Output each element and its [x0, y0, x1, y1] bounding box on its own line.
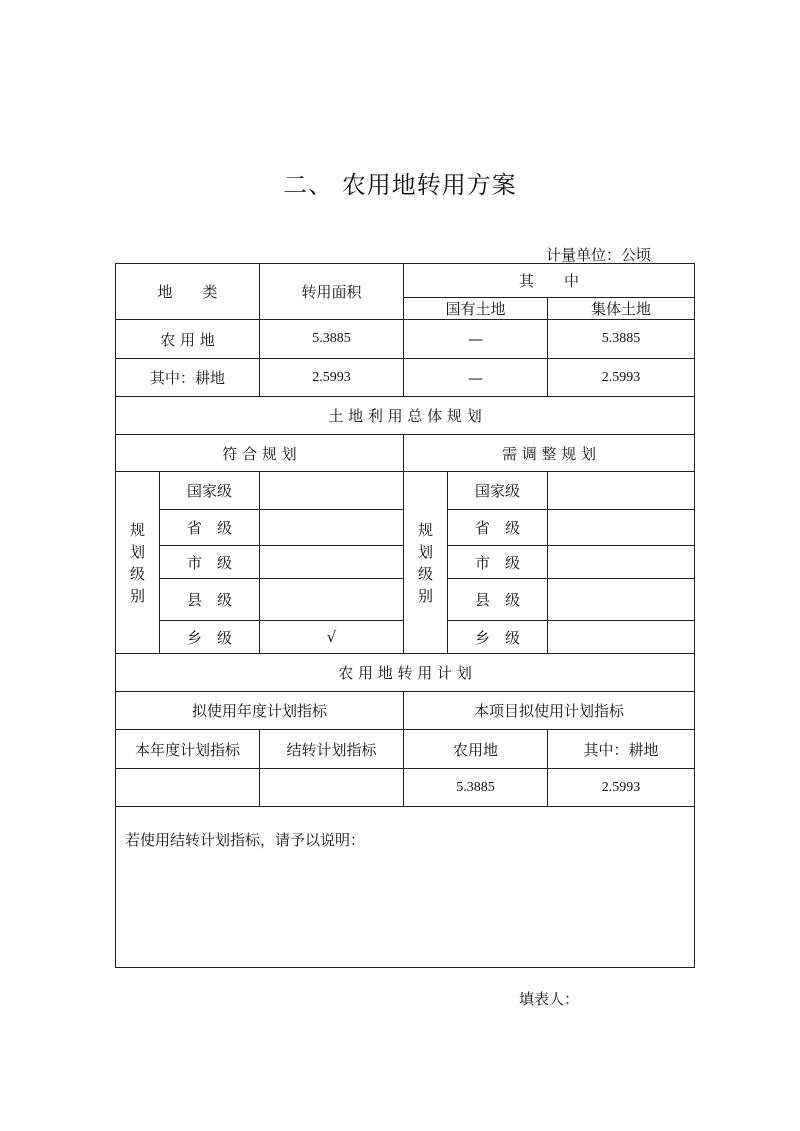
level-county-left: 县 级: [160, 579, 260, 621]
mark-province-left: [260, 510, 404, 546]
mark-county-left: [260, 579, 404, 621]
measurement-unit: 计量单位：公顷: [546, 246, 652, 264]
level-city-right: 市 级: [448, 546, 548, 579]
level-national-right: 国家级: [448, 472, 548, 510]
arable-quota-header: 其中：耕地: [548, 730, 695, 769]
conforms-plan-header: 符 合 规 划: [116, 435, 404, 472]
carryover-quota-header: 结转计划指标: [260, 730, 404, 769]
header-collective-land: 集体土地: [548, 298, 695, 320]
row-label-arable: 其中：耕地: [116, 359, 260, 397]
cell-farmland-area: 5.3885: [260, 320, 404, 359]
mark-county-right: [548, 579, 695, 621]
cell-arable-area: 2.5993: [260, 359, 404, 397]
section-overall-plan: 土 地 利 用 总 体 规 划: [116, 397, 695, 435]
plan-level-text-left: 规 划 级 别: [129, 520, 145, 605]
mark-city-right: [548, 546, 695, 579]
farmland-quota-header: 农用地: [404, 730, 548, 769]
plan-level-label-right: [404, 472, 448, 654]
cell-farmland-collective: 5.3885: [548, 320, 695, 359]
level-township-left: 乡 级: [160, 621, 260, 654]
plan-level-label-left: [116, 472, 160, 654]
header-area: 转用面积: [260, 264, 404, 320]
mark-national-right: [548, 472, 695, 510]
header-land-type: 地 类: [116, 264, 260, 320]
level-township-right: 乡 级: [448, 621, 548, 654]
page-title: 二、 农用地转用方案: [283, 171, 517, 199]
level-province-left: 省 级: [160, 510, 260, 546]
header-of-which: 其 中: [404, 264, 695, 298]
carryover-explanation: 若使用结转计划指标，请予以说明：: [116, 807, 695, 968]
level-county-right: 县 级: [448, 579, 548, 621]
level-national-left: 国家级: [160, 472, 260, 510]
arable-quota-value: 2.5993: [548, 769, 695, 807]
project-quota-header: 本项目拟使用计划指标: [404, 692, 695, 730]
cell-farmland-state: —: [404, 320, 548, 359]
mark-township-right: [548, 621, 695, 654]
mark-national-left: [260, 472, 404, 510]
mark-city-left: [260, 546, 404, 579]
planned-annual-quota-header: 拟使用年度计划指标: [116, 692, 404, 730]
header-state-land: 国有土地: [404, 298, 548, 320]
cell-arable-collective: 2.5993: [548, 359, 695, 397]
level-province-right: 省 级: [448, 510, 548, 546]
form-filler-label: 填表人：: [519, 990, 580, 1008]
needs-adjust-plan-header: 需 调 整 规 划: [404, 435, 695, 472]
current-year-quota-header: 本年度计划指标: [116, 730, 260, 769]
farmland-quota-value: 5.3885: [404, 769, 548, 807]
current-year-quota-value: [116, 769, 260, 807]
row-label-farmland: 农 用 地: [116, 320, 260, 359]
level-city-left: 市 级: [160, 546, 260, 579]
cell-arable-state: —: [404, 359, 548, 397]
conversion-plan-table: [115, 263, 695, 968]
mark-township-left: √: [260, 621, 404, 654]
mark-province-right: [548, 510, 695, 546]
section-conversion-plan: 农 用 地 转 用 计 划: [116, 654, 695, 692]
carryover-quota-value: [260, 769, 404, 807]
plan-level-text-right: 规 划 级 别: [418, 520, 434, 605]
